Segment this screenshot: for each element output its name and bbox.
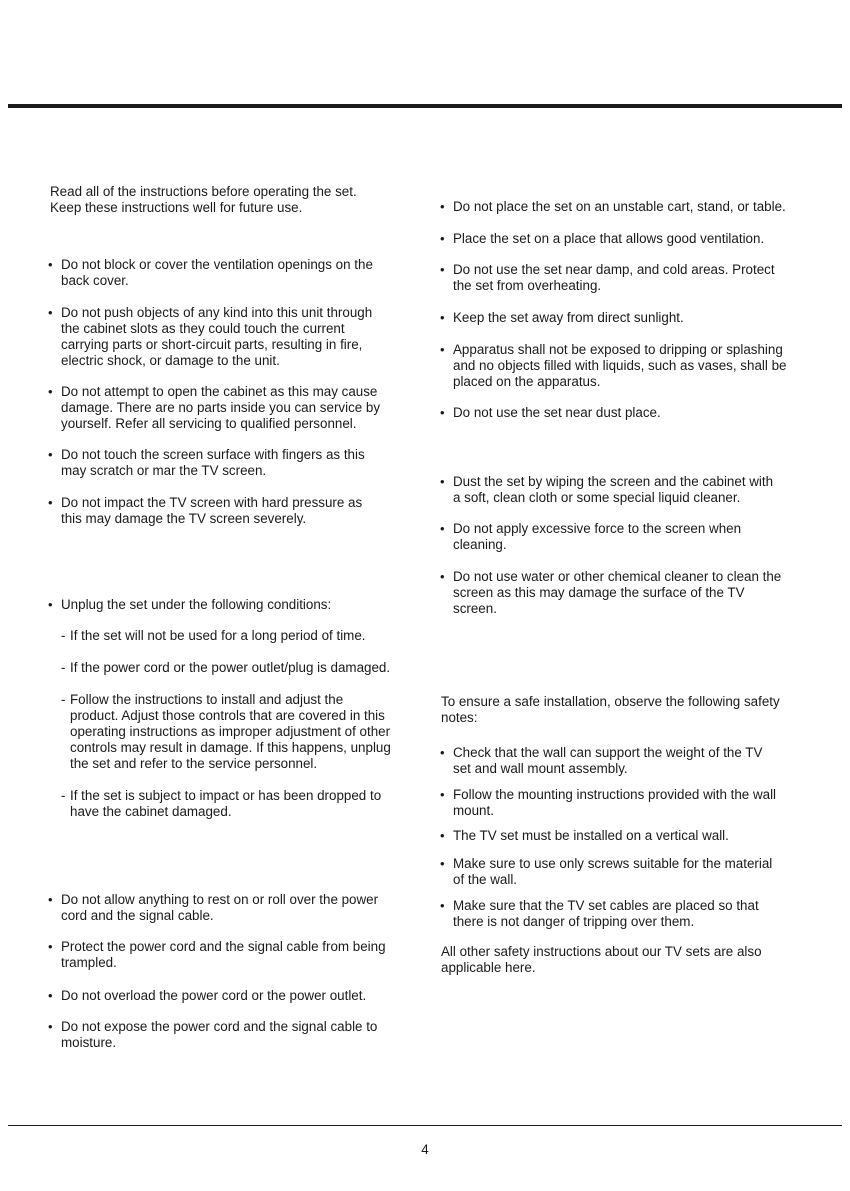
text-line: Make sure that the TV set cables are placed so that <box>453 898 759 913</box>
bullet-dot-icon: • <box>48 892 53 907</box>
item-text <box>440 569 781 617</box>
item-text <box>440 521 741 553</box>
text-line: Follow the mounting instructions provided with the wall <box>453 787 777 802</box>
bullet-ventilation-1 <box>48 257 373 289</box>
intro-paragraph <box>50 184 357 216</box>
bullet-wall-2 <box>440 787 776 819</box>
item-text <box>48 939 386 971</box>
dash-mark: - <box>61 660 66 675</box>
text-line: yourself. Refer all servicing to qualified personnel. <box>61 416 357 431</box>
text-line: Place the set on a place that allows good ventilation. <box>453 231 765 246</box>
bullet-dot-icon: • <box>440 310 445 325</box>
bullet-placement-3 <box>440 262 775 294</box>
text-line: Do not block or cover the ventilation openings on the <box>61 257 373 272</box>
text-line: Do not overload the power cord or the power outlet. <box>61 988 367 1003</box>
text-line: Do not push objects of any kind into this unit through <box>61 305 373 320</box>
text-line: Do not attempt to open the cabinet as this may cause <box>61 384 378 399</box>
wall-outro-paragraph <box>441 944 762 976</box>
text-line: If the set is subject to impact or has been dropped to <box>70 788 382 803</box>
bullet-dot-icon: • <box>48 305 53 320</box>
bullet-power-cord-1 <box>48 892 378 924</box>
item-text <box>440 898 759 930</box>
bullet-wall-5 <box>440 898 759 930</box>
text-line: Do not allow anything to rest on or roll over the power <box>61 892 379 907</box>
text-line: notes: <box>441 710 478 725</box>
item-text <box>48 257 373 289</box>
item-text <box>440 745 762 777</box>
text-line: Do not use the set near dust place. <box>453 405 661 420</box>
text-line: back cover. <box>61 273 129 288</box>
text-line: Do not apply excessive force to the screen when <box>453 521 742 536</box>
condition-2 <box>61 660 390 676</box>
item-text <box>440 342 786 390</box>
text-line: Keep the set away from direct sunlight. <box>453 310 684 325</box>
text-line: Keep these instructions well for future use. <box>50 200 303 215</box>
bullet-dot-icon: • <box>440 405 445 420</box>
bullet-placement-4 <box>440 310 684 326</box>
text-line: If the set will not be used for a long period of time. <box>70 628 366 643</box>
bullet-dot-icon: • <box>440 342 445 357</box>
condition-1 <box>61 628 366 644</box>
text-line: placed on the apparatus. <box>453 374 601 389</box>
bullet-placement-2 <box>440 231 764 247</box>
item-text <box>440 787 776 819</box>
bullet-dot-icon: • <box>440 199 445 214</box>
text-line: of the wall. <box>453 872 518 887</box>
text-line: Read all of the instructions before operating the set. <box>50 184 357 199</box>
text-line: carrying parts or short-circuit parts, resulting in fire, <box>61 337 363 352</box>
condition-4 <box>61 788 381 820</box>
bullet-dot-icon: • <box>48 495 53 510</box>
item-text <box>48 384 380 432</box>
item-text <box>440 474 773 506</box>
text-line: Do not place the set on an unstable cart, stand, or table. <box>453 199 786 214</box>
bottom-rule <box>8 1125 842 1126</box>
text-line: set and wall mount assembly. <box>453 761 628 776</box>
text-line: Do not expose the power cord and the signal cable to <box>61 1019 378 1034</box>
bullet-ventilation-2 <box>48 305 372 369</box>
bullet-dot-icon: • <box>440 474 445 489</box>
item-text <box>48 495 362 527</box>
item-text <box>440 405 661 421</box>
text-line: Do not use the set near damp, and cold areas. Protect <box>453 262 775 277</box>
text-line: the cabinet slots as they could touch the current <box>61 321 345 336</box>
bullet-ventilation-4 <box>48 447 365 479</box>
bullet-dot-icon: • <box>48 988 53 1003</box>
text-line: Check that the wall can support the weight of the TV <box>453 745 763 760</box>
bullet-ventilation-5 <box>48 495 362 527</box>
bullet-power-cord-3 <box>48 988 366 1004</box>
text-line: a soft, clean cloth or some special liquid cleaner. <box>453 490 741 505</box>
bullet-dot-icon: • <box>440 262 445 277</box>
bullet-dot-icon: • <box>440 787 445 802</box>
bullet-power-cord-2 <box>48 939 386 971</box>
item-text <box>440 828 729 844</box>
item-text <box>61 788 381 820</box>
bullet-dot-icon: • <box>48 384 53 399</box>
text-line: may scratch or mar the TV screen. <box>61 463 267 478</box>
text-line: there is not danger of tripping over them. <box>453 914 695 929</box>
text-line: To ensure a safe installation, observe the following safety <box>441 694 780 709</box>
bullet-cleaning-3 <box>440 569 781 617</box>
bullet-dot-icon: • <box>48 1019 53 1034</box>
dash-mark: - <box>61 788 66 803</box>
text-line: cord and the signal cable. <box>61 908 214 923</box>
condition-3 <box>61 692 391 772</box>
text-line: If the power cord or the power outlet/plug is damaged. <box>70 660 391 675</box>
text-line: the set and refer to the service personnel. <box>70 756 318 771</box>
item-text <box>61 692 391 772</box>
text-line: cleaning. <box>453 537 507 552</box>
item-text <box>440 199 786 215</box>
top-rule <box>8 104 842 108</box>
text-line: Follow the instructions to install and adjust the <box>70 692 344 707</box>
item-text <box>48 988 366 1004</box>
text-line: Apparatus shall not be exposed to dripping or splashing <box>453 342 783 357</box>
page-number: 4 <box>421 1142 429 1157</box>
bullet-wall-4 <box>440 856 772 888</box>
text-line: product. Adjust those controls that are covered in this <box>70 708 385 723</box>
text-line: damage. There are no parts inside you can service by <box>61 400 381 415</box>
bullet-wall-3 <box>440 828 729 844</box>
text-line: controls may result in damage. If this happens, unplug <box>70 740 391 755</box>
item-text <box>48 597 331 613</box>
dash-mark: - <box>61 628 66 643</box>
item-text <box>48 305 372 369</box>
bullet-dot-icon: • <box>440 521 445 536</box>
text-line: electric shock, or damage to the unit. <box>61 353 280 368</box>
bullet-dot-icon: • <box>440 856 445 871</box>
text-line: and no objects filled with liquids, such as vases, shall be <box>453 358 787 373</box>
bullet-wall-1 <box>440 745 762 777</box>
text-line: screen as this may damage the surface of the TV <box>453 585 745 600</box>
item-text <box>440 231 764 247</box>
bullet-cleaning-1 <box>440 474 773 506</box>
item-text <box>48 1019 377 1051</box>
text-line: Dust the set by wiping the screen and the cabinet with <box>453 474 774 489</box>
text-line: Do not impact the TV screen with hard pressure as <box>61 495 363 510</box>
text-line: screen. <box>453 601 497 616</box>
item-text <box>48 892 378 924</box>
item-text <box>61 628 366 644</box>
bullet-ventilation-3 <box>48 384 380 432</box>
bullet-cleaning-2 <box>440 521 741 553</box>
text-line: Make sure to use only screws suitable for the material <box>453 856 773 871</box>
bullet-dot-icon: • <box>48 939 53 954</box>
text-line: The TV set must be installed on a vertical wall. <box>453 828 729 843</box>
text-line: moisture. <box>61 1035 117 1050</box>
bullet-dot-icon: • <box>48 447 53 462</box>
bullet-dot-icon: • <box>48 257 53 272</box>
bullet-unplug <box>48 597 331 613</box>
text-line: this may damage the TV screen severely. <box>61 511 307 526</box>
text-line: Do not touch the screen surface with fingers as this <box>61 447 365 462</box>
bullet-power-cord-4 <box>48 1019 377 1051</box>
bullet-placement-1 <box>440 199 786 215</box>
item-text <box>440 262 775 294</box>
item-text <box>48 447 365 479</box>
text-line: the set from overheating. <box>453 278 602 293</box>
dash-mark: - <box>61 692 66 707</box>
text-line: applicable here. <box>441 960 536 975</box>
bullet-dot-icon: • <box>48 597 53 612</box>
text-line: mount. <box>453 803 494 818</box>
item-text <box>440 856 772 888</box>
bullet-placement-5 <box>440 342 786 390</box>
bullet-dot-icon: • <box>440 898 445 913</box>
text-line: Unplug the set under the following conditions: <box>61 597 332 612</box>
text-line: All other safety instructions about our TV sets are also <box>441 944 762 959</box>
bullet-dot-icon: • <box>440 828 445 843</box>
wall-intro-paragraph <box>441 694 780 726</box>
text-line: Do not use water or other chemical cleaner to clean the <box>453 569 782 584</box>
bullet-dot-icon: • <box>440 231 445 246</box>
item-text <box>440 310 684 326</box>
bullet-placement-6 <box>440 405 661 421</box>
text-line: operating instructions as improper adjustment of other <box>70 724 391 739</box>
item-text <box>61 660 390 676</box>
text-line: have the cabinet damaged. <box>70 804 232 819</box>
text-line: trampled. <box>61 955 117 970</box>
bullet-dot-icon: • <box>440 569 445 584</box>
bullet-dot-icon: • <box>440 745 445 760</box>
text-line: Protect the power cord and the signal cable from being <box>61 939 386 954</box>
